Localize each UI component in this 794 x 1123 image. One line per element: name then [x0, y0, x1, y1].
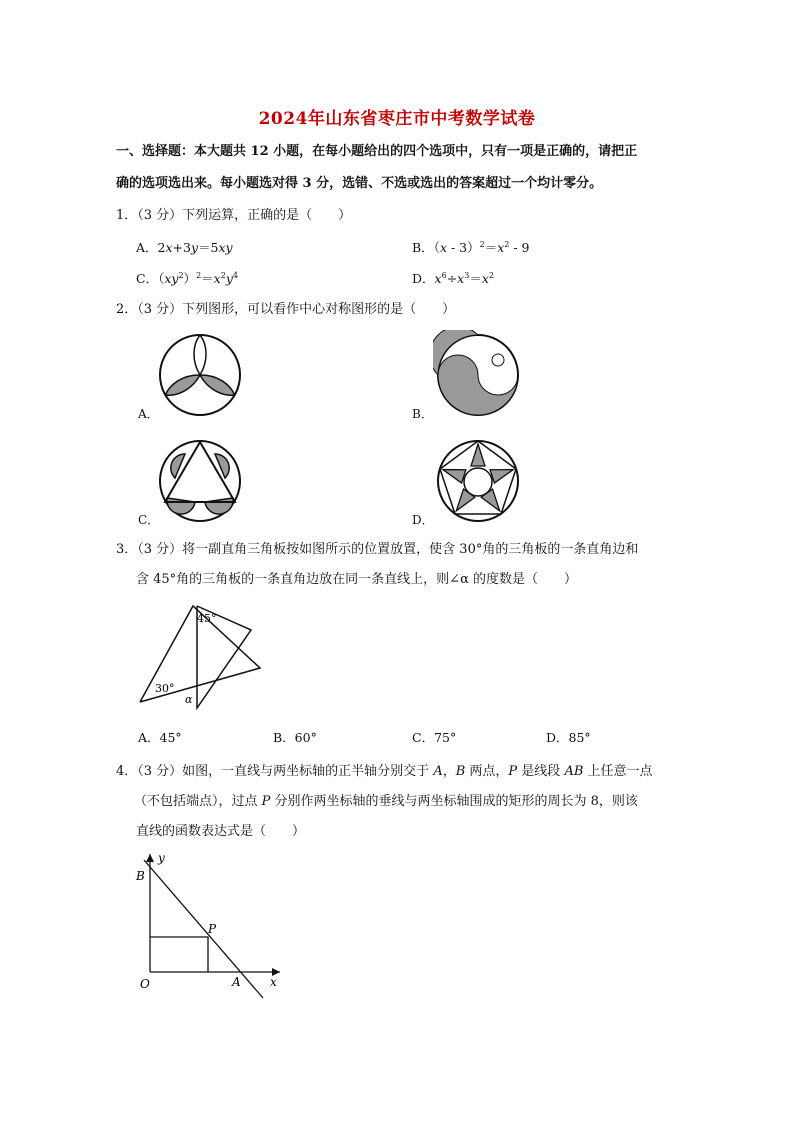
- q1-c-var-x: x: [213, 271, 221, 286]
- q1-d-exp6: 6: [441, 270, 447, 280]
- q3-stem-line-1: 3．（3 分）将一副直角三角板按如图所示的位置放置，使含 30°角的三角板的一条直角边和: [116, 542, 639, 557]
- q1-b-var-x2: x: [497, 240, 505, 255]
- q1-c-close: ）: [183, 271, 197, 286]
- q1-b-label: B．（: [412, 240, 440, 255]
- q2-option-b-label: B．: [412, 407, 433, 421]
- q3-stem-line-2: 含 45°角的三角板的一条直角边放在同一条直线上，则∠α 的度数是（ ）: [136, 572, 577, 587]
- q3-fig-alpha-label: α: [185, 693, 193, 706]
- q1-c-exp: 2: [196, 270, 202, 280]
- q4-text-5: （不包括端点），过点: [134, 794, 262, 809]
- q2-figure-b: [433, 330, 523, 420]
- q4-text-4: 上任意一点: [583, 764, 653, 779]
- q1-d-var-x3: x: [457, 271, 465, 286]
- q3-option-c: C．75°: [412, 730, 457, 745]
- q4-stem: [116, 760, 706, 844]
- q1-option-b: [412, 238, 530, 258]
- q1-d-label: D．: [412, 271, 435, 286]
- q4-stem-line-2: [116, 790, 706, 814]
- q2-option-a-label: A．: [138, 407, 159, 421]
- q1-c-exp-y: 2: [178, 270, 184, 280]
- q1-a-coef: 2: [157, 240, 166, 255]
- q4-fig-x-label: x: [270, 975, 277, 989]
- q1-d-var-xr: x: [481, 271, 489, 286]
- q4-point-b: B: [455, 764, 466, 779]
- section-1-instructions: [116, 141, 696, 195]
- q4-point-p-2: P: [261, 794, 271, 809]
- q4-text-2: 两点，: [465, 764, 509, 779]
- q2-figure-c: [155, 436, 245, 526]
- q4-text-6: 分别作两坐标轴的垂线与两坐标轴围成的矩形的周长为 8，则该: [270, 794, 638, 809]
- q1-c-exp-x: 2: [220, 270, 226, 280]
- q1-stem: 1．（3 分）下列运算，正确的是（ ）: [116, 208, 352, 223]
- q1-d-var-x: x: [434, 271, 442, 286]
- q2-figure-a: [155, 330, 245, 420]
- q1-a-var-xy: xy: [218, 240, 233, 255]
- q1-a-plus: +3: [172, 240, 191, 255]
- q4-text-1: 4．（3 分）如图，一直线与两坐标轴的正半轴分别交于: [116, 764, 434, 779]
- q1-c-var-y: y: [225, 271, 233, 286]
- q4-point-a: A: [433, 764, 443, 779]
- q1-a-var-x: x: [165, 240, 173, 255]
- q1-b-exp2: 2: [504, 239, 510, 249]
- q4-point-p: P: [508, 764, 518, 779]
- q1-b-eq: ＝: [484, 240, 498, 255]
- q1-a-var-y: y: [190, 240, 199, 255]
- q2-stem: 2．（3 分）下列图形，可以看作中心对称图形的是（ ）: [116, 302, 456, 317]
- q4-stem-line-1: [116, 760, 706, 784]
- q3-option-a: A．45°: [138, 730, 182, 745]
- q4-fig-o-label: O: [140, 977, 150, 991]
- q1-d-eq: ＝: [469, 271, 482, 286]
- q3-fig-45-label: 45°: [197, 612, 217, 625]
- q3-fig-30-label: 30°: [155, 682, 175, 695]
- q1-a-eq: ＝5: [198, 240, 219, 255]
- q2-option-c-label: C．: [138, 513, 160, 527]
- q1-c-exp-y4: 4: [232, 270, 238, 280]
- q1-option-c: [136, 269, 238, 289]
- page-title: 2024年山东省枣庄市中考数学试卷: [258, 109, 536, 129]
- q4-fig-a-label: A: [232, 975, 241, 989]
- q4-segment-ab: AB: [564, 764, 584, 779]
- q4-fig-y-label: y: [158, 851, 165, 865]
- q3-option-d: D．85°: [546, 730, 591, 745]
- q1-b-minus3: - 3）: [447, 240, 480, 255]
- q1-c-var-xy: xy: [164, 271, 179, 286]
- q4-text-3: 是线段: [517, 764, 565, 779]
- q1-d-exp3: 3: [464, 270, 470, 280]
- q4-figure-graph: [130, 848, 290, 1003]
- q4-comma: ，: [442, 764, 456, 779]
- q4-fig-b-label: B: [136, 869, 145, 883]
- q3-figure-triangles: [135, 602, 270, 712]
- q1-d-div: ÷: [446, 271, 458, 286]
- q4-fig-p-label: P: [208, 922, 217, 936]
- q1-b-exp: 2: [479, 239, 485, 249]
- q1-c-label: C．（: [136, 271, 165, 286]
- section-1-line-2: 确的选项选出来。每小题选对得 3 分，选错、不选或选出的答案超过一个均计零分。: [116, 176, 603, 191]
- q1-option-a: [136, 238, 233, 258]
- q1-b-var-x: x: [439, 240, 447, 255]
- q1-b-minus9: - 9: [509, 240, 530, 255]
- q2-figure-d: [433, 436, 523, 526]
- q4-stem-line-3: 直线的函数表达式是（ ）: [136, 824, 306, 839]
- q3-stem: [116, 538, 706, 592]
- q1-d-exp2: 2: [488, 270, 494, 280]
- q3-option-b: B．60°: [273, 730, 317, 745]
- section-1-line-1: 一、选择题：本大题共 12 小题，在每小题给出的四个选项中，只有一项是正确的，请把正: [116, 144, 638, 159]
- q2-option-d-label: D．: [412, 513, 434, 527]
- q1-c-eq: ＝: [201, 271, 214, 286]
- q1-a-label: A．: [136, 240, 158, 255]
- q1-option-d: [412, 269, 494, 289]
